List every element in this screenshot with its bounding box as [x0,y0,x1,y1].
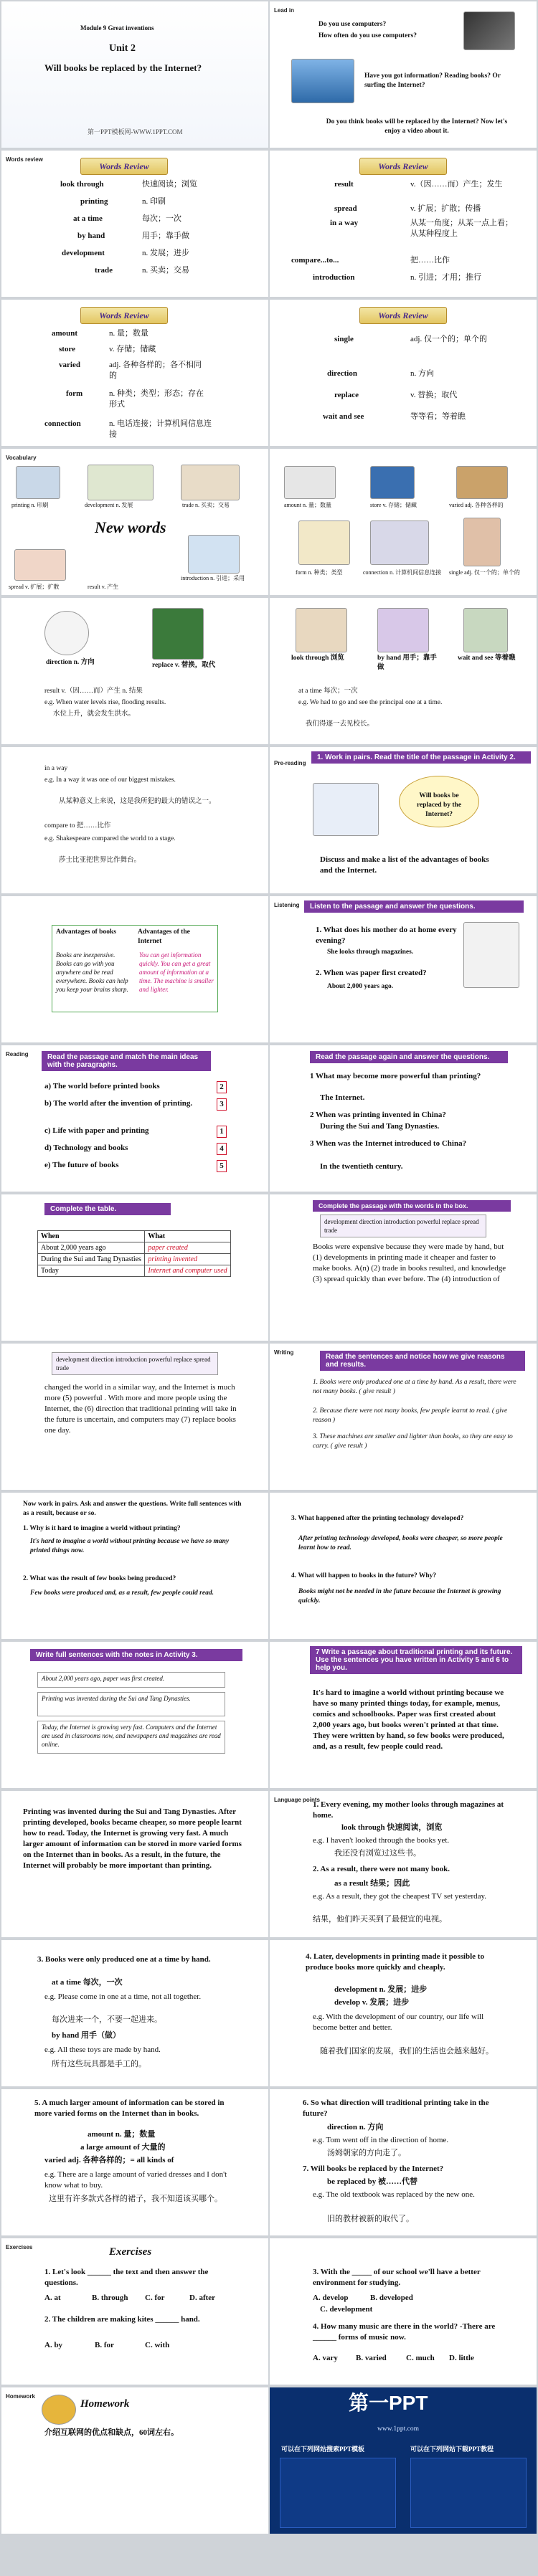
point-line: e.g. Tom went off in the direction of home. [313,2136,449,2144]
slide-homework[interactable] [1,2387,268,2534]
word-cn: n. 发展；进步 [142,249,189,257]
head-books: Advantages of books [56,928,116,936]
example-line: 我们得逐一去见校长。 [306,721,374,728]
point-line: development n. 发展；进步 [334,1985,428,1994]
phrase-line: compare to 把……比作 [44,822,111,830]
match-number[interactable]: 2 [217,1081,227,1093]
word-box-text: development direction introduction powerful replace spread trade [324,1218,479,1234]
word-en: in a way [330,219,359,227]
caption: amount n. 量；数量 [284,502,331,508]
instruction-bar: Complete the passage with the words in the box. [313,1200,511,1212]
spread-image [14,549,66,581]
left-heading: 可以在下列网站搜索PPT模板 [281,2446,364,2453]
point-line: be replaced by 被……代替 [327,2177,417,2186]
match-item: c) Life with paper and printing [44,1126,149,1135]
slide-label: Writing [274,1349,294,1356]
right-heading: 可以在下列网站下载PPT教程 [410,2446,494,2453]
cell-what: printing invented [145,1254,231,1265]
phrase-line: in a way [44,765,68,772]
slide-vocabulary-2[interactable] [270,449,537,595]
option[interactable]: C. much [406,2354,435,2362]
option[interactable]: B. varied [356,2354,387,2362]
point-line: 4. Later, developments in printing made it possible to produce books more quickly and cheaply. [306,1952,484,1972]
word-cn: 每次；一次 [142,214,181,223]
point-line: direction n. 方向 [327,2123,384,2131]
question-2: 2. What was the result of few books being produced? [23,1575,176,1582]
ribbon-title: Words Review [359,158,447,175]
ribbon-title: Words Review [80,307,168,324]
phrase-line: e.g. Shakespeare compared the world to a stage. [44,835,176,842]
option[interactable]: A. vary [313,2354,338,2362]
caption: result v. 产生 [88,584,119,590]
option[interactable]: D. after [189,2294,216,2302]
word-en: single [334,335,354,343]
slide-words-review-3[interactable] [1,300,268,446]
point-line: develop v. 发展；进步 [334,1998,410,2007]
unit-label: Unit 2 [109,43,136,54]
ribbon-title: Words Review [359,307,447,324]
point-line: a large amount of 大量的 [80,2143,166,2152]
word-en: compare...to... [291,256,339,265]
instruction-bar: Read the sentences and notice how we give reasons and results. [320,1351,525,1371]
form-image [298,521,350,565]
answer-3: After printing technology developed, books were cheaper, so more people learnt how to read. [298,1535,503,1551]
option[interactable]: C. for [145,2294,165,2302]
slide-vocabulary-3[interactable] [1,598,268,744]
example-line: e.g. We had to go and see the principal one at a time. [298,699,443,706]
point-line: 旧的教材被新的取代了。 [327,2215,414,2223]
caption: replace v. 替换，取代 [152,662,216,669]
slide-exercises-2[interactable] [270,2238,537,2385]
word-cn: n. 买卖；交易 [142,266,189,275]
word-cn: 从某一角度；从某一点上看；从某种程度上 [410,219,513,238]
slide-reading-questions[interactable] [270,1045,537,1192]
caption: direction n. 方向 [46,659,95,666]
question-1: 1 What may become more powerful than printing? [310,1072,481,1080]
trade-image [181,465,240,500]
sentence: 1. Books were only produced one at a time by hand. As a result, there were not many books. ( give result ) [313,1379,516,1395]
word-en: by hand [77,232,105,240]
word-en: at a time [73,214,103,223]
question-2: How often do you use computers? [318,32,417,39]
slide-advantages[interactable] [1,896,268,1042]
slide-passage-continued[interactable] [1,1791,268,1937]
question-4: 4. What will happen to books in the future? Why? [291,1572,437,1579]
slide-reading-match[interactable] [1,1045,268,1192]
question-1: 1. What does his mother do at home every evening? [316,926,457,945]
wait-and-see-image [463,608,508,652]
word-cn: n. 引进；才用；推行 [410,273,481,282]
match-number[interactable]: 3 [217,1098,227,1111]
point-line: 6. So what direction will traditional printing take in the future? [303,2099,489,2118]
passage-text: Books were expensive because they were made by hand, but (1) developments in printing made it cheaper and faster to make books. A(n) (2) trade in books resulted, and knowledge (3) spread quickly than ever before. The (4) introduction of [313,1242,506,1283]
slide-write-passage[interactable] [270,1642,537,1788]
word-en: direction [327,369,357,378]
point-line: 7. Will books be replaced by the Internet? [303,2164,444,2173]
slide-label: Reading [6,1051,29,1058]
compass-icon [44,611,89,655]
slide-writing[interactable] [270,1344,537,1490]
word-en: varied [59,361,80,369]
footer-text: 第一PPT模板网-WWW.1PPT.COM [88,128,183,136]
match-item: a) The world before printed books [44,1082,160,1090]
question-4: 4. How many music are there in the world? -There are ______ forms of music now. [313,2322,496,2342]
timeline-table [37,1230,231,1277]
point-line: 每次进来一个，不要一起进来。 [52,2015,162,2024]
option[interactable]: D. little [449,2354,474,2362]
instruction-bar: Listen to the passage and answer the questions. [304,900,524,913]
result-line: 水位上升，就会发生洪水。 [53,710,136,718]
task-text: Discuss and make a list of the advantages of books and the Internet. [320,855,489,875]
store-image [370,466,415,499]
slide-language-points-2[interactable] [1,1940,268,2086]
single-image [463,518,501,566]
slide-label: Listening [274,902,300,908]
slide-language-points-4[interactable] [1,2089,268,2235]
slide-language-points-5[interactable] [270,2089,537,2235]
brand-logo: 第一PPT [349,2392,428,2414]
match-number[interactable]: 1 [217,1126,227,1138]
word-cn: 把……比作 [410,256,450,265]
homework-title: Homework [80,2398,130,2410]
laptop-icon [463,11,515,50]
head-internet: Advantages of the Internet [138,928,190,945]
word-box-text: development direction introduction powerful replace spread trade [56,1356,211,1372]
site-list-left[interactable] [280,2458,396,2528]
point-line: 这里有许多款式各样的裙子，我不知道该买哪个。 [49,2195,222,2203]
ribbon-title: Words Review [80,158,168,175]
match-item: d) Technology and books [44,1144,128,1152]
answer-1: The Internet. [320,1093,365,1102]
site-list-right[interactable] [410,2458,527,2528]
note-2: Printing was invented during the Sui and Tang Dynasties. [42,1695,191,1702]
question-1: Do you use computers? [318,21,387,28]
printing-image [16,466,60,499]
instruction-bar: Write full sentences with the notes in Activity 3. [30,1649,242,1661]
match-number[interactable]: 5 [217,1160,227,1172]
slide-label: Exercises [6,2244,33,2251]
slide-label: Homework [6,2393,35,2400]
cell-what: Internet and computer used [145,1265,231,1277]
caption: single adj. 仅一个的；单个的 [449,569,520,576]
word-cn: n. 种类；类型；形态；存在形式 [109,389,204,409]
word-en: amount [52,329,78,338]
answer-2: During the Sui and Tang Dynasties. [320,1122,440,1131]
word-en: trade [95,266,113,275]
word-en: replace [334,391,359,399]
point-line: e.g. The old textbook was replaced by the new one. [313,2190,475,2199]
caption: wait and see 等着瞧 [458,655,516,662]
word-cn: v. 存储；储藏 [109,345,156,353]
books-advantages: Books are inexpensive. Books can go with you anywhere and be read everywhere. Books can help you keep your brains sharp. [56,951,128,993]
result-line: result v.（因……而）产生 n. 结果 [44,688,143,695]
model-passage: It's hard to imagine a world without printing because we have so many printed things today, for example, menus, comics and schoolbooks. Paper was first created about 2,000 years ago, but books weren't printed at that time. They were written by hand, so few books were produced, and, as a result, few people could read. [313,1688,504,1751]
point-line: 我还没有浏览过这些书。 [334,1849,421,1858]
option[interactable]: B. through [92,2294,128,2302]
slide-pair-work-2[interactable] [270,1493,537,1639]
homework-icon [42,2395,76,2425]
question-2: 2. When was paper first created? [316,969,427,977]
replace-image [152,608,204,660]
point-line: at a time 每次，一次 [52,1978,123,1987]
instruction-bar: Read the passage and match the main ideas with the paragraphs. [42,1051,211,1071]
slide-label: Language points [274,1797,320,1803]
word-cn: n. 量；数量 [109,329,148,338]
point-line: e.g. With the development of our country, our life will become better and better. [313,2012,484,2032]
answer-2: About 2,000 years ago. [327,983,394,990]
caption: look through 浏览 [291,655,344,662]
caption: spread v. 扩展；扩散 [9,584,60,590]
slide-label: Words review [6,156,43,163]
word-cn: adj. 各种各样的；各不相同的 [109,361,202,380]
phrase-line: e.g. In a way it was one of our biggest mistakes. [44,776,176,784]
option[interactable]: C. with [145,2341,170,2349]
caption: varied adj. 各种各样的 [449,502,504,508]
slide-title-text: Will books be replaced by the Internet? [44,62,202,73]
point-line: e.g. All these toys are made by hand. [44,2045,161,2054]
slide-label: Vocabulary [6,455,37,461]
sentence: 2. Because there were not many books, few people learnt to read. ( give reason ) [313,1407,508,1424]
phrase-line: 莎士比亚把世界比作舞台。 [59,857,141,864]
word-cn: n. 印刷 [142,197,166,206]
slide-language-points-1[interactable] [270,1791,537,1937]
word-en: spread [334,204,357,213]
caption: connection n. 计算机间信息连接 [363,569,442,576]
instruction-bar: 7 Write a passage about traditional printing and its future. Use the sentences you have written in Activity 5 and 6 to help you. [310,1646,522,1674]
word-en: form [66,389,83,398]
exercises-title: Exercises [109,2246,152,2258]
passage-text: changed the world in a similar way, and the Internet is much more (5) powerful . With more and more people using the Internet, the (6) direction that traditional printing will take in the future is uncertain, and computers may (7) replace books one day. [44,1383,237,1435]
slide-exercises-1[interactable] [1,2238,268,2385]
option[interactable]: C. development [320,2305,373,2314]
slide-notes[interactable] [1,1642,268,1788]
word-en: development [62,249,105,257]
word-cn: 等等看；等着瞧 [410,412,466,421]
slide-label: Pre-reading [274,760,306,766]
answer-4: Books might not be needed in the future because the Internet is growing quickly. [298,1588,501,1605]
col-what: What [145,1231,231,1242]
question-2: 2 When was printing invented in China? [310,1111,446,1119]
computer-icon [291,59,354,103]
slide-vocabulary[interactable] [1,449,268,595]
slide-complete-passage-2[interactable] [1,1344,268,1490]
radio-icon [463,922,519,988]
word-cn: 用手；靠手做 [142,232,189,240]
instruction-bar: Complete the table. [44,1203,171,1215]
caption: form n. 种类；类型 [296,569,343,576]
introduction-image [188,535,240,574]
cell-when: During the Sui and Tang Dynasties [38,1254,145,1265]
slide-listening[interactable] [270,896,537,1042]
caption: introduction n. 引进；采用 [181,575,245,581]
note-1: About 2,000 years ago, paper was first created. [42,1675,165,1682]
option[interactable]: A. develop [313,2294,349,2302]
example-line: at a time 每次；一次 [298,688,358,695]
caption: development n. 发展 [85,502,133,508]
cell-when: About 2,000 years ago [38,1242,145,1254]
match-item: e) The future of books [44,1161,119,1169]
bubble-text: Will books be replaced by the Internet? [416,792,462,818]
by-hand-image [377,608,429,652]
slide-complete-table[interactable] [1,1194,268,1341]
col-when: When [38,1231,145,1242]
homework-task: 介绍互联网的优点和缺点，60词左右。 [44,2428,179,2437]
slide-pre-reading[interactable] [270,747,537,893]
word-en: connection [44,419,81,428]
word-cn: 快速阅读；浏览 [142,180,197,189]
word-en: result [334,180,354,189]
instruction-bar: 1. Work in pairs. Read the title of the passage in Activity 2. [311,751,531,764]
slide-title[interactable] [1,1,268,148]
slide-words-review-4[interactable] [270,300,537,446]
question-4: Do you think books will be replaced by the Internet? Now let's enjoy a video about it. [326,118,508,135]
point-line: by hand 用手（做） [52,2031,121,2040]
point-line: as a result 结果；因此 [334,1879,410,1888]
note-3: Today, the Internet is growing very fast. Computers and the Internet are used in classrooms now, and newspapers and magazines are read online. [42,1724,221,1748]
look-through-image [296,608,347,652]
point-line: 3. Books were only produced one at a time by hand. [37,1955,211,1964]
word-cn: adj. 仅一个的；单个的 [410,335,487,343]
varied-image [456,466,508,499]
point-line: e.g. There are a large amount of varied dresses and I don't know what to buy. [44,2170,227,2190]
internet-advantages: You can get information quickly. You can get a great amount of information at a time. The machine is smaller and lighter. [139,951,214,993]
result-line: e.g. When water levels rise, flooding results. [44,699,166,706]
match-item: b) The world after the invention of printing. [44,1099,193,1108]
question-1: 1. Why is it hard to imagine a world without printing? [23,1525,181,1532]
word-en: introduction [313,273,355,282]
question-3: Have you got information? Reading books? Or surfing the Internet? [364,72,501,89]
new-words-title: New words [95,518,166,536]
option[interactable]: A. by [44,2341,63,2349]
word-cn: n. 电话连接；计算机间信息连接 [109,419,212,439]
development-image [88,465,154,500]
slide-words-review-2[interactable] [270,151,537,297]
slide-label: Lead in [274,7,295,14]
word-en: wait and see [323,412,364,421]
answer-1: She looks through magazines. [327,949,414,956]
answer-3: In the twentieth century. [320,1162,403,1171]
caption: by hand 用手；靠手做 [377,655,437,671]
instruction-text: Now work in pairs. Ask and answer the questions. Write full sentences with as a result, because or so. [23,1501,242,1517]
module-label: Module 9 Great inventions [80,24,154,32]
point-line: 所有这些玩具都是手工的。 [52,2060,146,2068]
point-line: 5. A much larger amount of information can be stored in more varied forms on the Internet than in books. [34,2099,225,2118]
point-line: varied adj. 各种各样的；= all kinds of [44,2156,174,2164]
match-number[interactable]: 4 [217,1143,227,1155]
word-cn: v. 扩展；扩散；传播 [410,204,481,213]
option[interactable]: B. developed [370,2294,413,2302]
point-line: e.g. Please come in one at a time, not all together. [44,1992,202,2001]
slide-lead-in[interactable] [270,1,537,148]
slide-vocabulary-4[interactable] [270,598,537,744]
slide-complete-passage-1[interactable] [270,1194,537,1341]
point-line: e.g. As a result, they got the cheapest TV set yesterday. [313,1892,487,1901]
point-line: 2. As a result, there were not many book. [313,1865,450,1873]
cell-what: paper created [145,1242,231,1254]
word-en: look through [60,180,104,189]
point-line: 1. Every evening, my mother looks through magazines at home. [313,1800,504,1820]
phrase-line: 从某种意义上来说，这是我所犯的最大的错误之一。 [59,798,216,805]
option[interactable]: A. at [44,2294,61,2302]
point-line: 随着我们国家的发展，我们的生活也会越来越好。 [320,2047,494,2055]
answer-1: It's hard to imagine a world without printing because we have so many printed things now. [30,1538,230,1554]
caption: printing n. 印刷 [11,502,49,508]
connection-image [370,521,429,565]
word-en: store [59,345,76,353]
word-en: printing [80,197,108,206]
word-cn: v.（因……而）产生；发生 [410,180,503,189]
answer-2: Few books were produced and, as a result, few people could read. [30,1589,214,1597]
word-cn: v. 替换；取代 [410,391,458,399]
caption: trade n. 买卖；交易 [182,502,230,508]
word-cn: n. 方向 [410,369,434,378]
sentence: 3. These machines are smaller and lighter than books, so they are easy to carry. ( give result ) [313,1433,513,1450]
point-line: e.g. I haven't looked through the books yet. [313,1836,450,1845]
question-1: 1. Let's look ______ the text and then answer the questions. [44,2268,209,2287]
question-2: 2. The children are making kites ______ hand. [44,2315,200,2324]
point-line: 汤姆朝家的方向走了。 [327,2149,406,2157]
question-3: 3. With the _____ of our school we'll have a better environment for studying. [313,2268,481,2287]
option[interactable]: B. for [95,2341,114,2349]
slide-pair-work[interactable] [1,1493,268,1639]
slide-words-review-1[interactable] [1,151,268,297]
point-line: look through 快速阅读，浏览 [341,1823,443,1832]
amount-image [284,466,336,499]
caption: store v. 存储；储藏 [370,502,417,508]
point-line: amount n. 量；数量 [88,2130,156,2139]
brand-url: www.1ppt.com [377,2425,419,2433]
slide-language-points-3[interactable] [270,1940,537,2086]
instruction-bar: Read the passage again and answer the questions. [310,1051,508,1063]
question-3: 3 When was the Internet introduced to China? [310,1139,467,1148]
slide-phrases[interactable] [1,747,268,893]
cell-when: Today [38,1265,145,1277]
model-passage: Printing was invented during the Sui and Tang Dynasties. After printing developed, books became cheaper, so more people learnt how to read. Today, the Internet is growing very fast. A much larger amount of information can be stored in more varied forms on the Internet than in books. As a result, in the future, the Internet will probably be more important than printing. [23,1807,242,1870]
slide-brand[interactable] [270,2387,537,2534]
question-3: 3. What happened after the printing technology developed? [291,1515,464,1522]
point-line: 结果，他们昨天买到了最便宜的电视。 [313,1915,447,1924]
children-reading-image [313,783,379,836]
